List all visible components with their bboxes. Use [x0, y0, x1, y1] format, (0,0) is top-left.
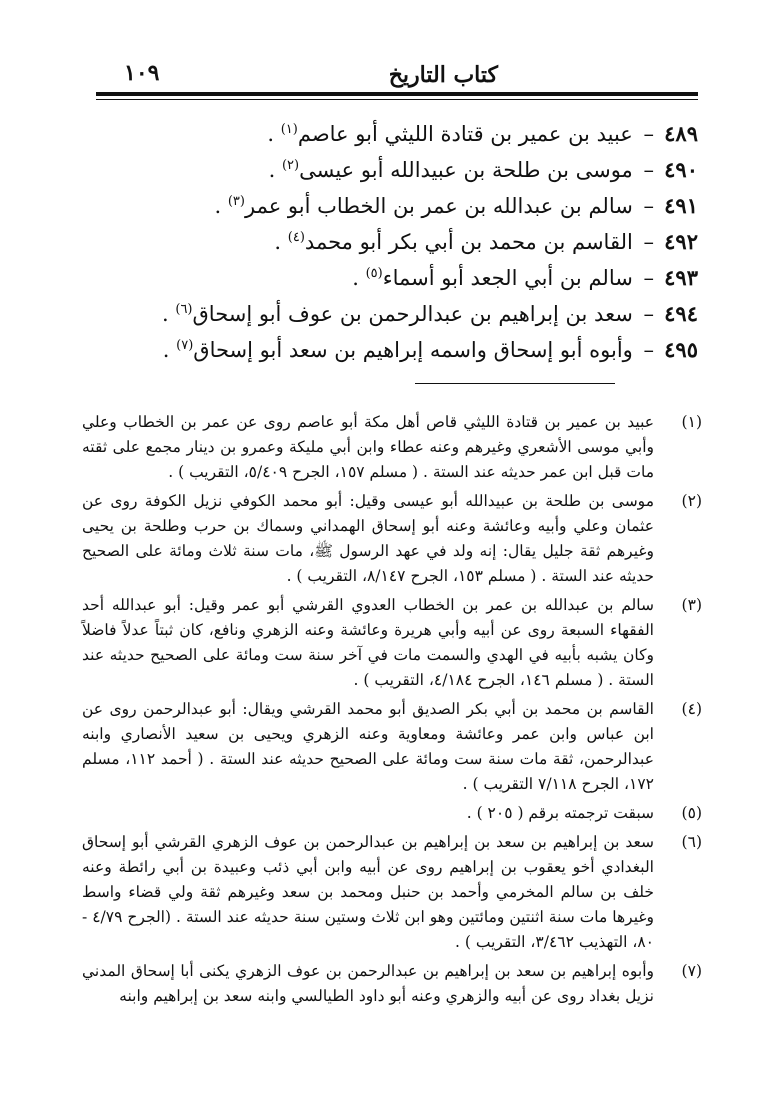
footnote-item: [82, 697, 702, 797]
footnote-ref[interactable]: (٦): [175, 302, 193, 317]
entry-text: وأبوه أبو إسحاق واسمه إبراهيم بن سعد أبو إسحاق: [193, 338, 633, 362]
entry-text: سالم بن عبدالله بن عمر بن الخطاب أبو عمر: [244, 194, 633, 218]
footnote-item: [82, 489, 702, 589]
entry-number: ٤٩٣: [664, 265, 698, 290]
footnote-number: (٧): [681, 962, 702, 980]
entry-item: ٤٩١– سالم بن عبدالله بن عمر بن الخطاب أبو عمر$^{(٣)}$ .: [98, 188, 698, 224]
footnote-text: القاسم بن محمد بن أبي بكر الصديق أبو محمد القرشي ويقال: أبو عبدالرحمن روى عن ابن عباس وابن عمر وعائشة ومعاوية وعنه الزهري ويحيى بن سعيد الأنصاري وابنه عبدالرحمن، ثقة مات سنة ست ومائة على الصحيح حديثه عند الستة . ( أحمد ١١٢، مسلم ١٧٢، الجرح ٧/١١٨ التقريب ) .: [82, 700, 654, 793]
footnote-item: [82, 801, 702, 826]
entry-number: ٤٩١: [664, 193, 698, 218]
entry-number: ٤٩٤: [664, 301, 698, 326]
entry-item: ٤٩٢– القاسم بن محمد بن أبي بكر أبو محمد$^{(٤)}$ .: [98, 224, 698, 260]
entry-number: ٤٨٩: [664, 121, 698, 146]
header-rule-thin: [96, 99, 698, 100]
footnote-number: (٥): [681, 804, 702, 822]
footnote-number: (٣): [681, 596, 702, 614]
footnote-number: (١): [681, 413, 702, 431]
page-title: كتاب التاريخ: [388, 62, 498, 88]
footnote-ref[interactable]: (٢): [281, 158, 300, 173]
entry-item: ٤٩٥– وأبوه أبو إسحاق واسمه إبراهيم بن سعد أبو إسحاق$^{(٧)}$ .: [98, 332, 698, 368]
footnote-text: عبيد بن عمير بن قتادة الليثي قاص أهل مكة أبو عاصم روى عن عمر بن الخطاب وعلي وأبي موسى الأشعري وغيرهم وعنه عطاء وابن أبي مليكة وعمرو بن دينار مجمع على ثقته مات قبل ابن عمر حديثه عند الستة . ( مسلم ١٥٧، الجرح ٥/٤٠٩، التقريب ) .: [82, 413, 654, 481]
footnote-text: سعد بن إبراهيم بن سعد بن إبراهيم بن عبدالرحمن بن عوف الزهري القرشي أبو إسحاق البغدادي أخو يعقوب بن إبراهيم روى عن أبيه وابن أبي ذئب وعبيدة بن أبي رائطة وعنه خلف بن سالم المخرمي وأحمد بن حنبل ومحمد بن سعد وغيرهم ثقة ولي قضاء واسط وغيرها مات سنة اثنتين ومائتين وهو ابن ثلاث وستين سنة حديثه عند الستة . (الجرح ٤/٧٩ - ٨٠، التهذيب ٣/٤٦٢، التقريب ) .: [82, 833, 654, 951]
entry-text: موسى بن طلحة بن عبيدالله أبو عيسى: [299, 158, 633, 182]
entry-number: ٤٩٢: [664, 229, 698, 254]
footnote-list: [82, 410, 702, 1009]
footnote-ref[interactable]: (٤): [287, 230, 305, 245]
footnote-ref[interactable]: (٣): [227, 194, 245, 209]
footnote-number: (٢): [681, 492, 702, 510]
entry-item: ٤٩٠– موسى بن طلحة بن عبيدالله أبو عيسى$^{(٢)}$ .: [98, 152, 698, 188]
footnote-item: [82, 830, 702, 955]
header-rule-thick: [96, 92, 698, 96]
footnote-text: سبقت ترجمته برقم ( ٢٠٥ ) .: [466, 804, 654, 822]
entry-list: [98, 116, 698, 368]
entry-text: عبيد بن عمير بن قتادة الليثي أبو عاصم: [297, 122, 633, 146]
entry-item: ٤٩٤– سعد بن إبراهيم بن عبدالرحمن بن عوف أبو إسحاق$^{(٦)}$ .: [98, 296, 698, 332]
footnote-text: سالم بن عبدالله بن عمر بن الخطاب العدوي القرشي أبو عمر وقيل: أبو عبدالله أحد الفقهاء السبعة روى عن أبيه وأبي هريرة وعائشة وعنه الزهري ونافع، كان ثبتاً عدلاً فاضلاً وكان يشبه بأبيه في الهدي والسمت مات في آخر سنة ست ومائة على الصحيح حديثه عند الستة . ( مسلم ١٤٦، الجرح ٤/١٨٤، التقريب ) .: [82, 596, 654, 689]
entry-item: ٤٩٣– سالم بن أبي الجعد أبو أسماء$^{(٥)}$ .: [98, 260, 698, 296]
footnote-item: [82, 593, 702, 693]
entry-item: ٤٨٩– عبيد بن عمير بن قتادة الليثي أبو عاصم$^{(١)}$ .: [98, 116, 698, 152]
page-number: ١٠٩: [124, 60, 160, 86]
footnote-ref[interactable]: (٧): [176, 338, 194, 353]
entry-text: سالم بن أبي الجعد أبو أسماء: [382, 266, 633, 290]
footnote-item: [82, 410, 702, 485]
footnote-number: (٤): [681, 700, 702, 718]
entry-text: سعد بن إبراهيم بن عبدالرحمن بن عوف أبو إسحاق: [192, 302, 633, 326]
footnote-text: موسى بن طلحة بن عبيدالله أبو عيسى وقيل: أبو محمد الكوفي نزيل الكوفة روى عن عثمان وعلي وأبيه وعائشة وعنه أبو إسحاق الهمداني وسماك بن حرب وطلحة بن يحيى وغيرهم ثقة جليل يقال: إنه ولد في عهد الرسول ﷺ، مات سنة ثلاث ومائة على الصحيح حديثه عند الستة . ( مسلم ١٥٣، الجرح ٨/١٤٧، التقريب ) .: [82, 492, 654, 585]
entry-number: ٤٩٠: [664, 157, 698, 182]
footnote-separator: [415, 383, 615, 384]
entry-text: القاسم بن محمد بن أبي بكر أبو محمد: [304, 230, 633, 254]
footnote-item: [82, 959, 702, 1009]
entry-number: ٤٩٥: [664, 337, 698, 362]
running-header: [96, 58, 698, 88]
footnote-number: (٦): [681, 833, 702, 851]
footnote-ref[interactable]: (٥): [365, 266, 383, 281]
footnote-ref[interactable]: (١): [280, 122, 298, 137]
footnote-text: وأبوه إبراهيم بن سعد بن إبراهيم بن عبدالرحمن بن عوف الزهري يكنى أبا إسحاق المدني نزيل بغداد روى عن أبيه والزهري وعنه أبو داود الطيالسي وابنه سعد بن إبراهيم وابنه: [82, 962, 654, 1005]
